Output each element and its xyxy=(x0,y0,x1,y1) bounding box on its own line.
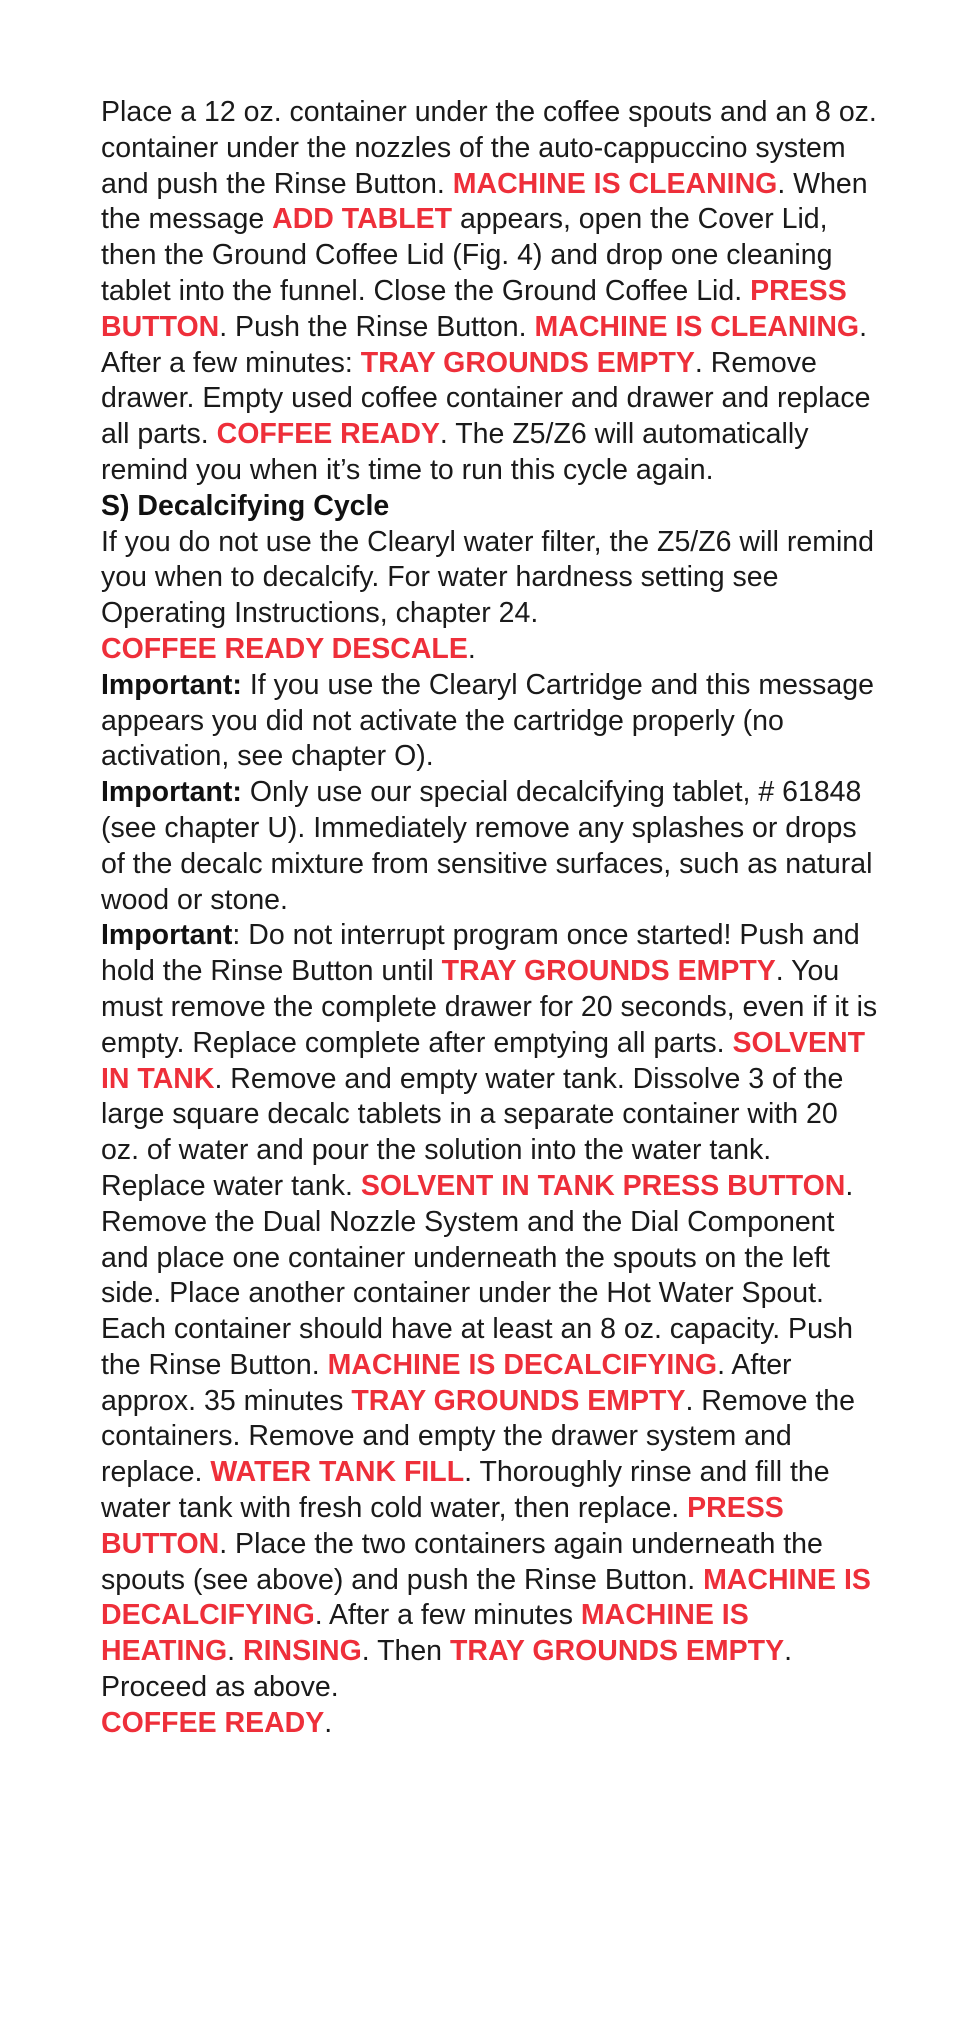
body-text: . xyxy=(227,1635,243,1668)
body-text: . Remove and empty water tank. Dissolve 3 of the large square decalc tablets in a separate container with 20 oz. of water and pour the solution into the water tank. Replace water tank. xyxy=(101,1062,844,1202)
paragraph-descale-msg xyxy=(101,632,881,668)
display-message: PRESS BUTTON xyxy=(101,1492,784,1560)
body-text: Only use our special decalcifying tablet, # 61848 (see chapter U). Immediately remove any splashes or drops of the decalc mixture from sensitive surfaces, such as natural wood or stone. xyxy=(101,776,873,916)
bold-label: Important: xyxy=(101,776,242,809)
body-text: If you do not use the Clearyl water filter, the Z5/Z6 will remind you when to decalcify. For water hardness setting see Operating Instructions, chapter 24. xyxy=(101,525,875,630)
body-text: . After approx. 35 minutes xyxy=(101,1348,792,1417)
display-message: COFFEE READY xyxy=(101,1706,325,1739)
display-message: MACHINE IS DECALCIFYING xyxy=(327,1348,718,1381)
body-text: . Then xyxy=(361,1635,450,1668)
paragraph-cleaning-intro xyxy=(101,95,881,489)
display-message: MACHINE IS CLEANING xyxy=(534,310,860,343)
bold-label: Important: xyxy=(101,668,242,701)
paragraph-important-2 xyxy=(101,775,881,918)
display-message: WATER TANK FILL xyxy=(210,1456,465,1489)
display-message: SOLVENT IN TANK PRESS BUTTON xyxy=(360,1169,846,1202)
body-text: . Push the Rinse Button. xyxy=(219,310,535,343)
body-text: . The Z5/Z6 will automatically remind you when it’s time to run this cycle again. xyxy=(101,418,809,486)
body-text: appears, open the Cover Lid, then the Ground Coffee Lid (Fig. 4) and drop one cleaning tablet into the funnel. Close the Ground Coffee Lid. xyxy=(101,203,833,307)
display-message: RINSING xyxy=(242,1635,362,1668)
body-text: Place a 12 oz. container under the coffee spouts and an 8 oz. container under the nozzles of the auto-cappuccino system and push the Rinse Button. xyxy=(101,96,877,200)
body-text: . Place the two containers again underneath the spouts (see above) and push the Rinse Button. xyxy=(101,1527,823,1596)
paragraph-final-msg xyxy=(101,1706,881,1742)
body-text: . Proceed as above. xyxy=(101,1635,793,1704)
display-message: PRESS BUTTON xyxy=(101,274,847,343)
display-message: TRAY GROUNDS EMPTY xyxy=(449,1635,785,1668)
body-text: If you use the Clearyl Cartridge and this message appears you did not activate the cartridge properly (no activation, see chapter O). xyxy=(101,668,874,773)
body-text: Remove the Dual Nozzle System and the Dial Component and place one container underneath the spouts on the left side. Place another container under the Hot Water Spout. Each container should have at least an 8 oz. capacity. Push the Rinse Button. xyxy=(101,1205,854,1381)
body-text: . xyxy=(324,1706,333,1739)
display-message: TRAY GROUNDS EMPTY xyxy=(360,346,695,379)
display-message: SOLVENT IN TANK xyxy=(101,1026,865,1095)
display-message: TRAY GROUNDS EMPTY xyxy=(441,955,776,988)
body-text: . After a few minutes: xyxy=(101,310,868,379)
body-text: . After a few minutes xyxy=(314,1599,581,1632)
manual-page-text xyxy=(101,95,881,1742)
paragraph-decalc-steps xyxy=(101,1205,881,1706)
display-message: MACHINE IS DECALCIFYING xyxy=(101,1563,871,1632)
paragraph-important-1 xyxy=(101,668,881,775)
display-message: COFFEE READY DESCALE xyxy=(101,632,468,665)
body-text: . You must remove the complete drawer for 20 seconds, even if it is empty. Replace complete after emptying all parts. xyxy=(101,955,878,1059)
display-message: MACHINE IS HEATING xyxy=(101,1599,749,1668)
section-heading xyxy=(101,489,881,525)
body-text: . Remove the containers. Remove and empty the drawer system and replace. xyxy=(101,1384,855,1489)
display-message: ADD TABLET xyxy=(272,203,453,236)
display-message: COFFEE READY xyxy=(216,418,440,451)
paragraph-important-3 xyxy=(101,918,881,1204)
body-text: . When the message xyxy=(101,167,868,236)
paragraph-decalc-intro xyxy=(101,525,881,632)
body-text: . xyxy=(845,1169,854,1202)
display-message: TRAY GROUNDS EMPTY xyxy=(351,1384,686,1417)
bold-label: Important xyxy=(101,919,233,952)
body-text: . Thoroughly rinse and fill the water tank with fresh cold water, then replace. xyxy=(101,1456,830,1525)
display-message: MACHINE IS CLEANING xyxy=(452,167,778,200)
bold-label: S) Decalcifying Cycle xyxy=(101,489,390,522)
body-text: : Do not interrupt program once started! Push and hold the Rinse Button until xyxy=(101,919,860,988)
body-text: . xyxy=(467,632,476,665)
body-text: . Remove drawer. Empty used coffee container and drawer and replace all parts. xyxy=(101,346,871,451)
